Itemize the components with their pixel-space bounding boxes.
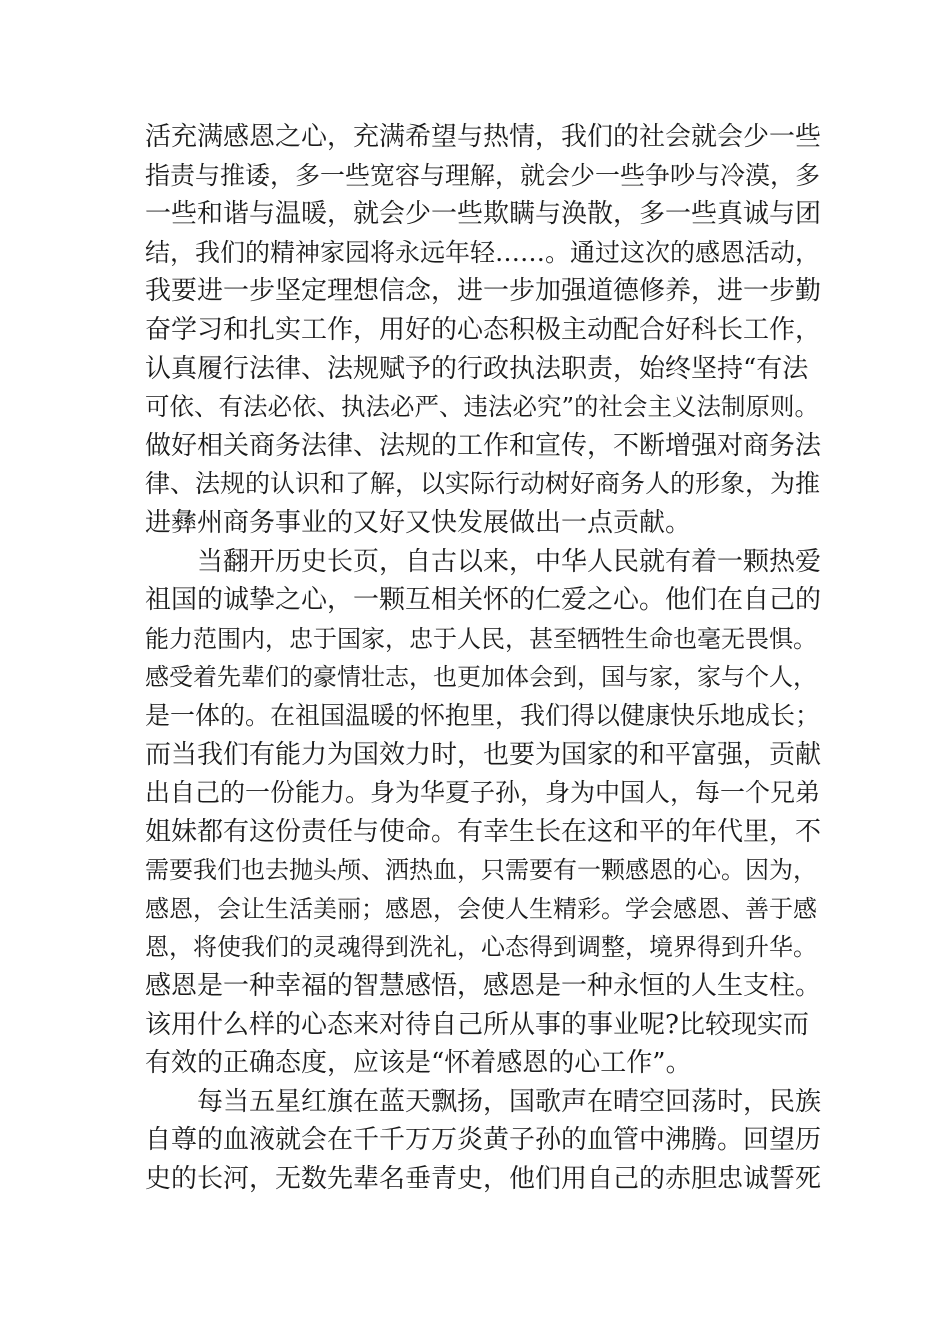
text-line: 能力范围内，忠于国家，忠于人民，甚至牺牲生命也毫无畏惧。 bbox=[145, 624, 817, 653]
text-line: 进彝州商务事业的又好又快发展做出一点贡献。 bbox=[145, 507, 692, 538]
text-line: 感受着先辈们的豪情壮志，也更加体会到，国与家，家与个人， bbox=[145, 663, 817, 692]
text-line: 结，我们的精神家园将永远年轻……。通过这次的感恩活动， bbox=[145, 237, 821, 267]
text-line: 史的长河，无数先辈名垂青史，他们用自己的赤胆忠诚誓死 bbox=[145, 1164, 822, 1195]
text-line: 姐妹都有这份责任与使命。有幸生长在这和平的年代里，不 bbox=[145, 816, 822, 847]
text-line: 做好相关商务法律、法规的工作和宣传，不断增强对商务法 bbox=[145, 430, 822, 461]
text-line: 恩，将使我们的灵魂得到洗礼，心态得到调整，境界得到升华。 bbox=[145, 933, 817, 962]
text-line: 奋学习和扎实工作，用好的心态积极主动配合好科长工作， bbox=[145, 314, 822, 345]
text-line: 我要进一步坚定理想信念，进一步加强道德修养，进一步勤 bbox=[145, 276, 822, 307]
text-line: 指责与推诿，多一些宽容与理解，就会少一些争吵与冷漠，多 bbox=[145, 160, 821, 190]
text-line: 该用什么样的心态来对待自己所从事的事业呢?比较现实而 bbox=[145, 1009, 809, 1040]
text-line: 祖国的诚挚之心，一颗互相关怀的仁爱之心。他们在自己的 bbox=[145, 585, 822, 616]
text-line: 感恩是一种幸福的智慧感悟，感恩是一种永恒的人生支柱。 bbox=[145, 971, 822, 1002]
text-line: 需要我们也去抛头颅、洒热血，只需要有一颗感恩的心。因为， bbox=[145, 856, 817, 885]
text-line: 自尊的血液就会在千千万万炎黄子孙的血管中沸腾。回望历 bbox=[145, 1125, 822, 1156]
text-line: 是一体的。在祖国温暖的怀抱里，我们得以健康快乐地成长； bbox=[145, 700, 821, 730]
text-line: 律、法规的认识和了解，以实际行动树好商务人的形象，为推 bbox=[145, 469, 821, 499]
text-line: 认真履行法律、法规赋予的行政执法职责，始终坚持“有法 bbox=[145, 353, 809, 384]
text-line: 可依、有法必依、执法必严、违法必究”的社会主义法制原则。 bbox=[145, 392, 820, 422]
text-line: 出自己的一份能力。身为华夏子孙，身为中国人，每一个兄弟 bbox=[145, 778, 821, 808]
document-body bbox=[145, 118, 825, 1199]
text-line: 感恩，会让生活美丽；感恩，会使人生精彩。学会感恩、善于感 bbox=[145, 894, 817, 923]
text-line: 一些和谐与温暖，就会少一些欺瞒与涣散，多一些真诚与团 bbox=[145, 199, 822, 230]
text-line: 有效的正确态度，应该是“怀着感恩的心工作”。 bbox=[145, 1048, 692, 1079]
paragraph-start-line: 每当五星红旗在蓝天飘扬，国歌声在晴空回荡时，民族 bbox=[145, 1086, 822, 1117]
paragraph-start-line: 当翻开历史长页，自古以来，中华人民就有着一颗热爱 bbox=[145, 546, 822, 577]
text-line: 活充满感恩之心，充满希望与热情，我们的社会就会少一些 bbox=[145, 122, 822, 152]
text-line: 而当我们有能力为国效力时，也要为国家的和平富强，贡献 bbox=[145, 739, 822, 770]
